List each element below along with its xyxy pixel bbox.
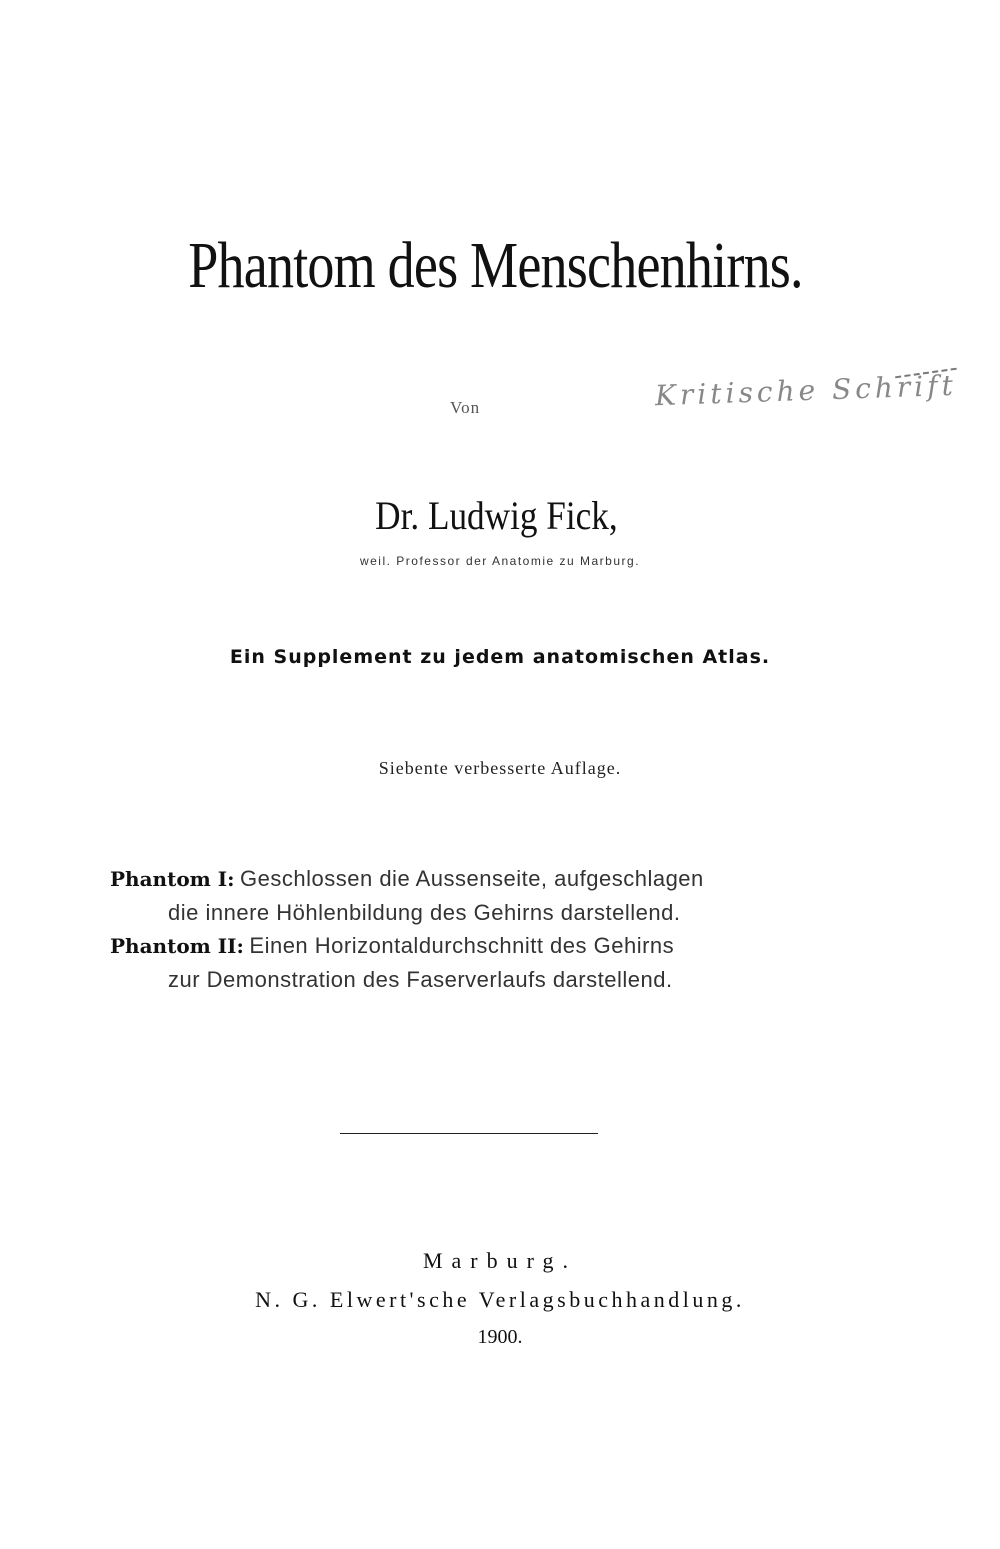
book-subtitle: Ein Supplement zu jedem anatomischen Atlas. bbox=[229, 646, 771, 668]
byline-prefix: Von bbox=[450, 398, 481, 417]
edition-statement: Siebente verbesserte Auflage. bbox=[378, 758, 622, 778]
phantom-2-text-line1: Einen Horizontaldurchschnitt des Gehirns bbox=[249, 933, 675, 958]
phantom-entry-2 bbox=[110, 929, 840, 963]
phantom-descriptions bbox=[110, 862, 840, 996]
book-title: Phantom des Menschenhirns. bbox=[188, 229, 803, 302]
divider-rule bbox=[340, 1133, 598, 1134]
phantom-1-text-line1: Geschlossen die Aussenseite, aufgeschlagen bbox=[240, 866, 704, 891]
author-affiliation: weil. Professor der Anatomie zu Marburg. bbox=[359, 554, 641, 568]
phantom-1-label: Phantom I: bbox=[110, 867, 235, 891]
handwritten-annotation: Kritische Schrift bbox=[654, 368, 958, 413]
phantom-2-label: Phantom II: bbox=[110, 934, 244, 958]
phantom-2-text-line2: zur Demonstration des Faserverlaufs darstellend. bbox=[168, 967, 673, 992]
imprint-publisher: N. G. Elwert'sche Verlagsbuchhandlung. bbox=[255, 1287, 745, 1312]
imprint-place: Marburg. bbox=[422, 1248, 578, 1273]
phantom-1-text-line2: die innere Höhlenbildung des Gehirns darstellend. bbox=[168, 900, 681, 925]
phantom-entry-1-cont bbox=[110, 896, 840, 929]
imprint-year: 1900. bbox=[477, 1326, 523, 1348]
phantom-entry-1 bbox=[110, 862, 840, 896]
phantom-entry-2-cont bbox=[110, 963, 840, 996]
author-name: Dr. Ludwig Fick, bbox=[375, 493, 618, 538]
